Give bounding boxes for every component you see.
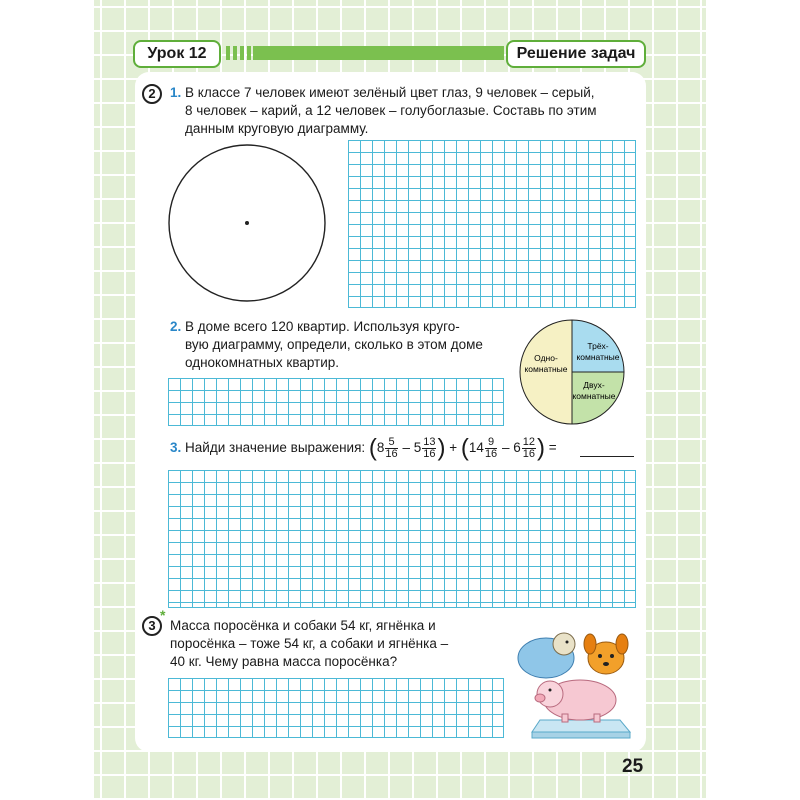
lamb-head: [553, 633, 575, 655]
section-badge-3: 3: [142, 616, 162, 636]
header-stripe: [247, 46, 251, 60]
platform-base: [532, 732, 630, 738]
pie-label-two-room: комнатные: [572, 391, 616, 401]
difficulty-star: *: [160, 607, 166, 623]
section-badge-2: 2: [142, 84, 162, 104]
header-stripe: [240, 46, 244, 60]
task-1-line: данным круговую диаграмму.: [185, 121, 369, 136]
task-section-3-text: [170, 617, 500, 671]
header-stripe: [226, 46, 230, 60]
task-2-line: вую диаграмму, определи, сколько в этом доме: [185, 337, 483, 352]
mixed-whole: 6: [513, 440, 521, 455]
task-2-line: В доме всего 120 квартир. Используя круго-: [185, 319, 460, 334]
fraction: $\frac{13}{16}$: [423, 435, 436, 460]
task-2-number: 2.: [170, 319, 182, 334]
pie-label-two-room: Двух-: [583, 380, 605, 390]
expression: (8 $\frac{5}{16}$ – 5 $\frac{13}{16}$ ) + (14 $\frac{9}{16}$ – 6 $\frac{12}{16}$ ) =: [368, 434, 557, 462]
header-bar: [253, 46, 504, 60]
operator: –: [402, 440, 410, 455]
answer-grid-1[interactable]: [348, 140, 636, 308]
task-2-text: [170, 318, 510, 372]
task-3-prompt: Найди значение выражения:: [185, 440, 366, 455]
operator: –: [501, 440, 510, 455]
answer-line[interactable]: [580, 456, 634, 457]
fraction: $\frac{9}{16}$: [484, 435, 498, 460]
task-3-number: 3.: [170, 440, 182, 455]
mixed-whole: 8: [376, 440, 385, 455]
pie-label-one-room: комнатные: [524, 364, 568, 374]
pig-snout: [535, 694, 545, 702]
task-2-line: однокомнатных квартир.: [185, 355, 340, 370]
fraction: $\frac{12}{16}$: [522, 435, 535, 460]
dog-ear: [616, 634, 628, 654]
mixed-whole: 14: [468, 440, 484, 455]
pie-chart: [518, 317, 642, 427]
page-number: 25: [622, 756, 644, 777]
pie-label-one-room: Одно-: [534, 353, 558, 363]
answer-grid-2[interactable]: [168, 378, 504, 426]
animals-illustration: [510, 624, 640, 742]
operator: =: [548, 440, 557, 455]
task-3-text: [170, 432, 640, 464]
task-1-text: [170, 84, 640, 138]
dog-ear: [584, 634, 596, 654]
header-stripe: [233, 46, 237, 60]
answer-grid-4[interactable]: [168, 678, 504, 738]
task-3-line: Масса поросёнка и собаки 54 кг, ягнёнка и: [170, 618, 436, 633]
circle-center: [245, 221, 249, 225]
task-1-line: В классе 7 человек имеют зелёный цвет глаз, 9 человек – серый,: [185, 85, 595, 100]
task-1-line: 8 человек – карий, а 12 человек – голубоглазые. Составь по этим: [185, 103, 597, 118]
task-3-line: поросёнка – тоже 54 кг, а собаки и ягнёнка –: [170, 636, 449, 651]
operator: +: [449, 440, 458, 455]
lesson-label: Урок 12: [133, 40, 221, 68]
topic-label: Решение задач: [506, 40, 646, 68]
task-3-line: 40 кг. Чему равна масса поросёнка?: [170, 654, 398, 669]
answer-grid-3[interactable]: [168, 470, 636, 608]
platform: [532, 720, 630, 732]
pie-label-three-room: Трёх-: [587, 341, 609, 351]
fraction: $\frac{5}{16}$: [385, 435, 398, 460]
empty-circle: [166, 142, 328, 304]
pie-label-three-room: комнатные: [576, 352, 620, 362]
task-1-number: 1.: [170, 85, 182, 100]
mixed-whole: 5: [413, 440, 422, 455]
